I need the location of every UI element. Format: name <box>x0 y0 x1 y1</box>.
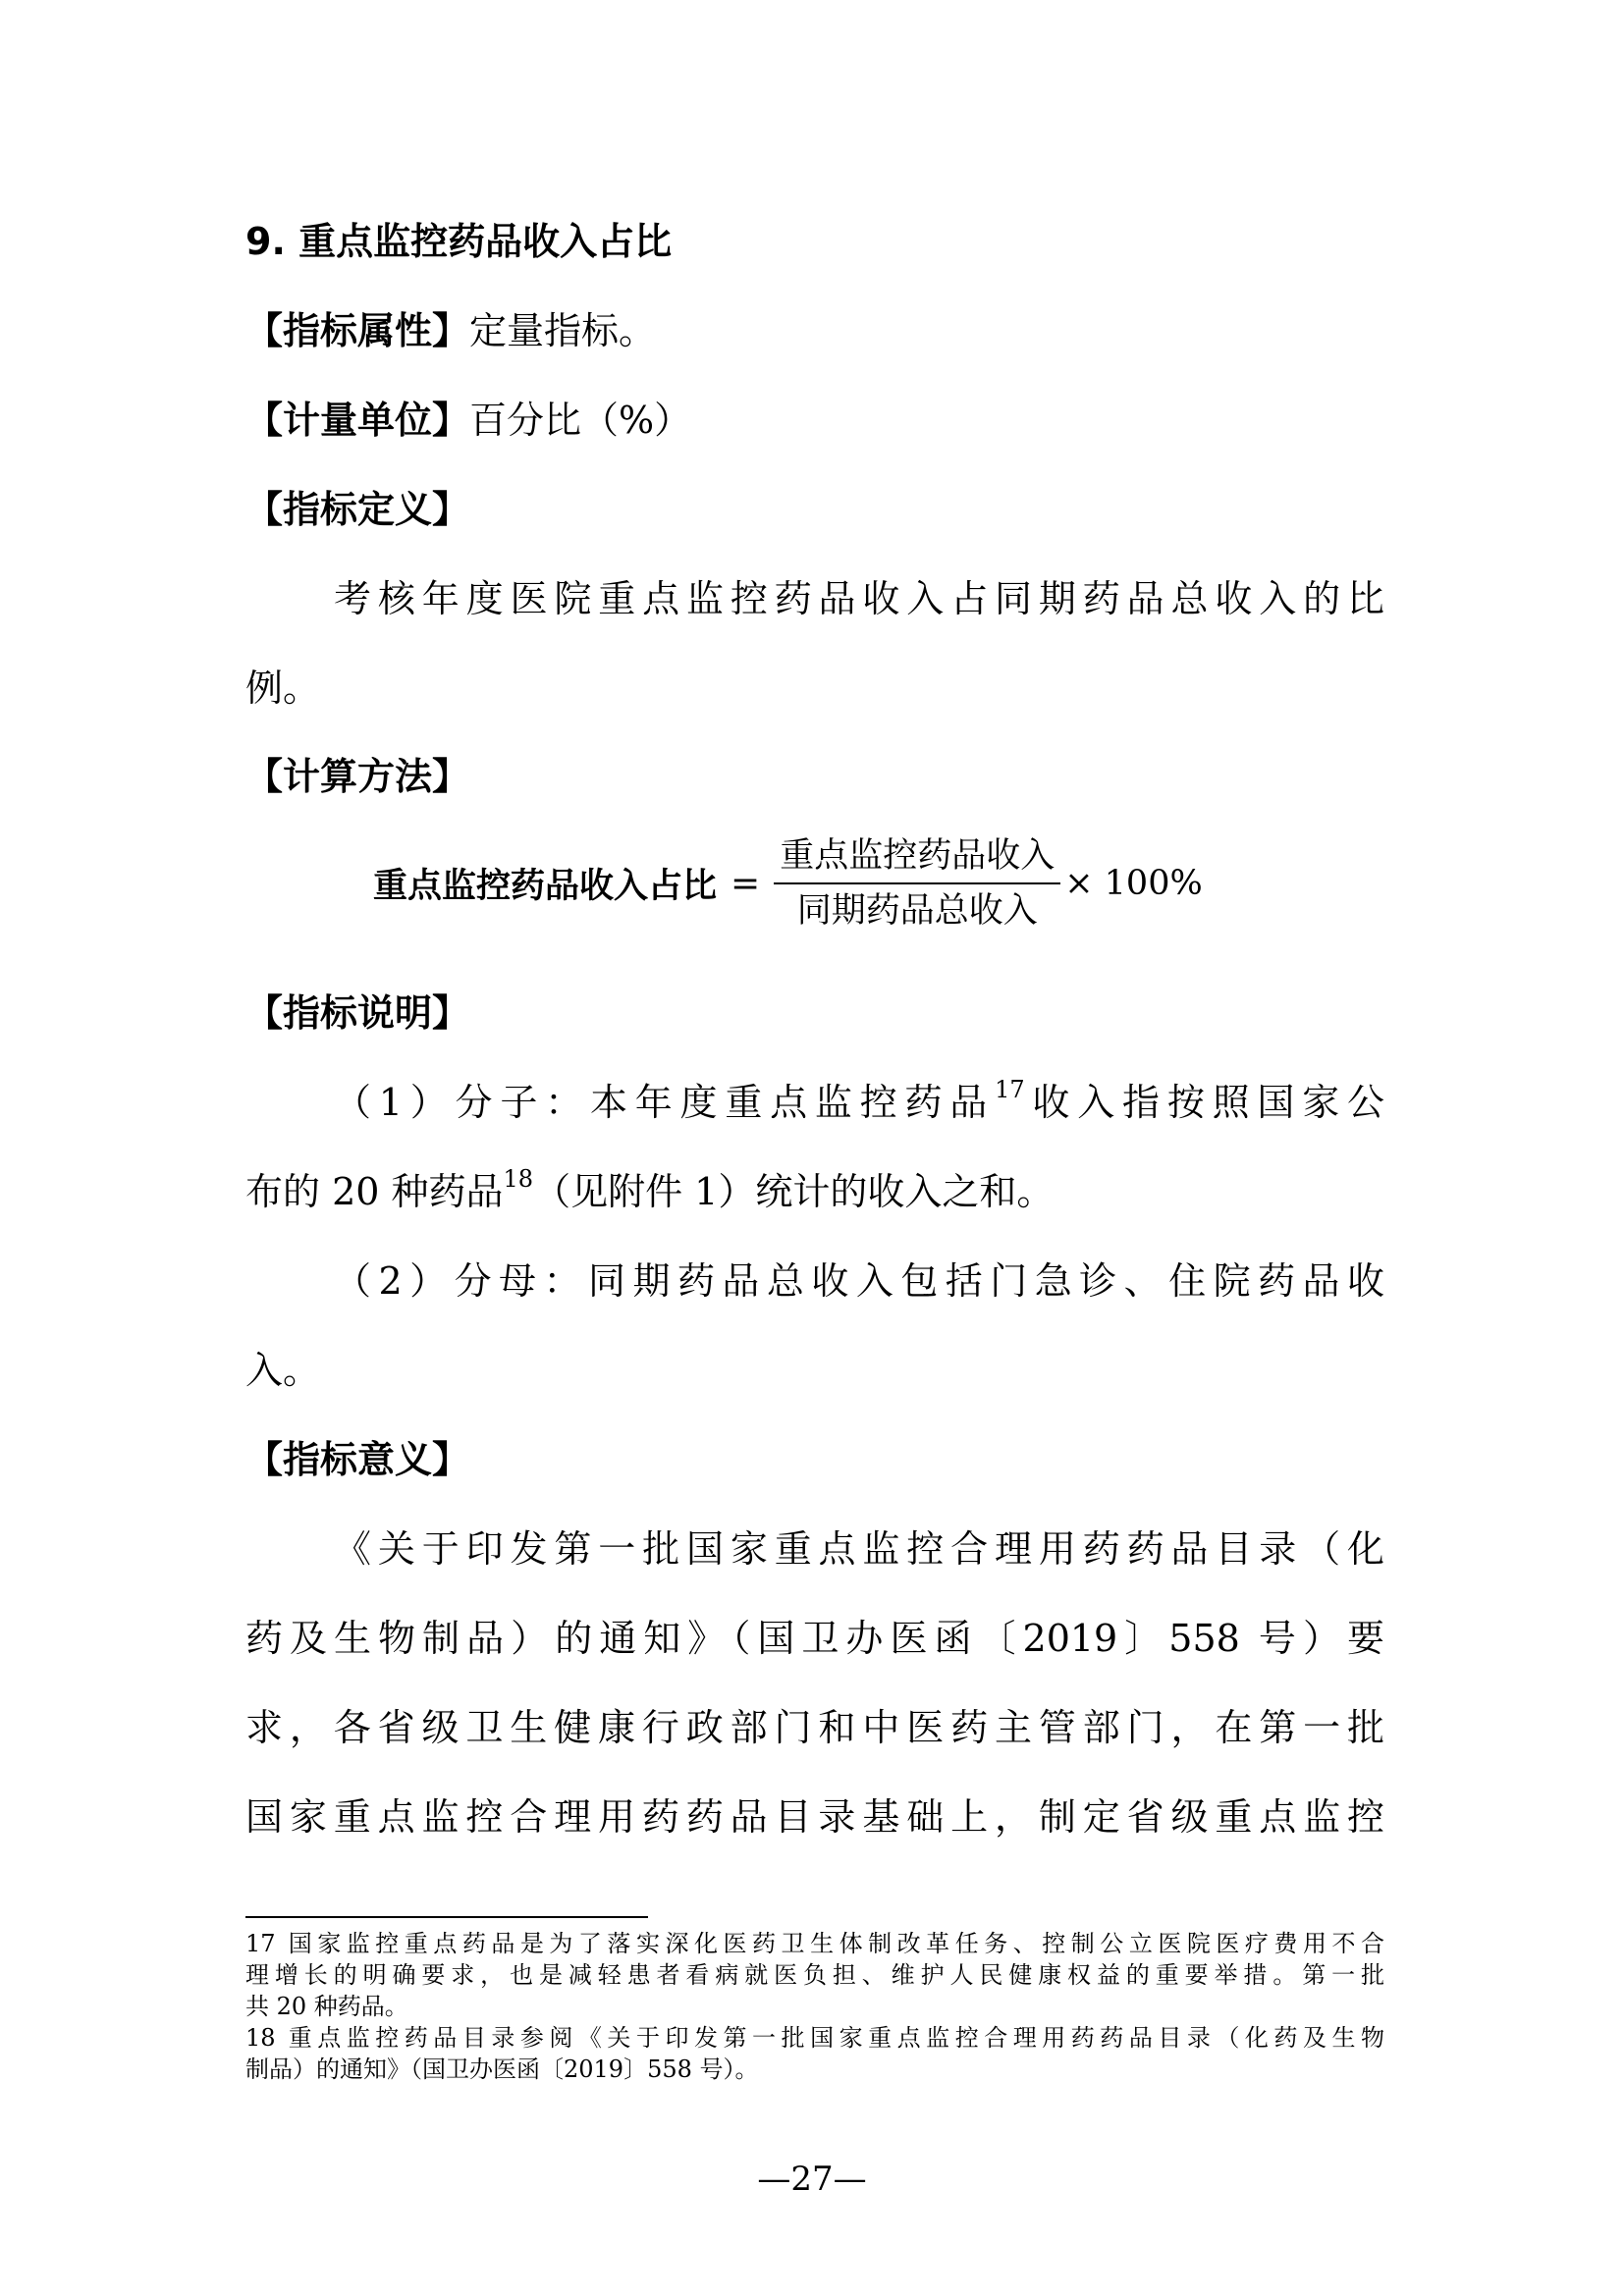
explanation-p2-line-1: （2）分母：同期药品总收入包括门急诊、住院药品收 <box>334 1259 1384 1303</box>
formula-equals: = <box>731 863 761 904</box>
explanation-p2-line-2: 入。 <box>245 1349 321 1392</box>
footnote-ref-18: 18 <box>503 1165 534 1194</box>
explanation-p1-line-1-b: 收入指按照国家公 <box>1024 1081 1384 1124</box>
section-title: 9. 重点监控药品收入占比 <box>245 220 673 263</box>
formula-fraction <box>774 833 1060 934</box>
explanation-p1-line-2 <box>245 1165 1384 1215</box>
attribute-row <box>245 307 1384 354</box>
definition-label: 【指标定义】 <box>245 488 470 531</box>
significance-label: 【指标意义】 <box>245 1438 470 1481</box>
explanation-p1-line-1 <box>334 1076 1384 1126</box>
page-number: —27— <box>757 2160 867 2199</box>
explanation-label: 【指标说明】 <box>245 991 470 1035</box>
significance-line-2: 药及生物制品）的通知》（国卫办医函〔2019〕558 号）要 <box>245 1617 1384 1660</box>
footnote-18-line-2: 制品）的通知》（国卫办医函〔2019〕558 号）。 <box>245 2056 759 2083</box>
formula-multiplier: × 100% <box>1064 864 1203 903</box>
definition-text-line-1: 考核年度医院重点监控药品收入占同期药品总收入的比 <box>334 577 1384 620</box>
formula-denominator: 同期药品总收入 <box>796 891 1038 931</box>
footnote-17-line-2: 理增长的明确要求，也是减轻患者看病就医负担、维护人民健康权益的重要举措。第一批 <box>245 1961 1384 1989</box>
definition-text-line-2: 例。 <box>245 667 321 710</box>
footnote-17-line-3: 共 20 种药品。 <box>245 1993 408 2020</box>
attribute-value: 定量指标。 <box>469 309 657 352</box>
explanation-p1-line-1-a: （1）分子：本年度重点监控药品 <box>334 1081 996 1124</box>
attribute-label: 【指标属性】 <box>245 309 470 352</box>
unit-row <box>245 397 1384 444</box>
significance-line-3: 求，各省级卫生健康行政部门和中医药主管部门，在第一批 <box>245 1706 1384 1749</box>
footnote-ref-17: 17 <box>995 1076 1025 1104</box>
significance-line-1: 《关于印发第一批国家重点监控合理用药药品目录（化 <box>334 1527 1384 1571</box>
footnote-divider <box>245 1916 648 1918</box>
footnote-18-line-1: 18 重点监控药品目录参阅《关于印发第一批国家重点监控合理用药药品目录（化药及生物 <box>245 2024 1384 2052</box>
calculation-formula <box>373 829 1203 937</box>
unit-value: 百分比（%） <box>469 399 692 442</box>
unit-label: 【计量单位】 <box>245 399 470 442</box>
formula-lhs: 重点监控药品收入占比 <box>373 867 718 906</box>
explanation-p1-line-2-b: （见附件 1）统计的收入之和。 <box>533 1170 1055 1213</box>
footnote-17-line-1: 17 国家监控重点药品是为了落实深化医药卫生体制改革任务、控制公立医院医疗费用不合 <box>245 1930 1384 1957</box>
calculation-label: 【计算方法】 <box>245 755 470 798</box>
formula-numerator: 重点监控药品收入 <box>774 833 1060 884</box>
explanation-p1-line-2-a: 布的 20 种药品 <box>245 1170 504 1213</box>
significance-line-4: 国家重点监控合理用药药品目录基础上，制定省级重点监控 <box>245 1795 1384 1839</box>
